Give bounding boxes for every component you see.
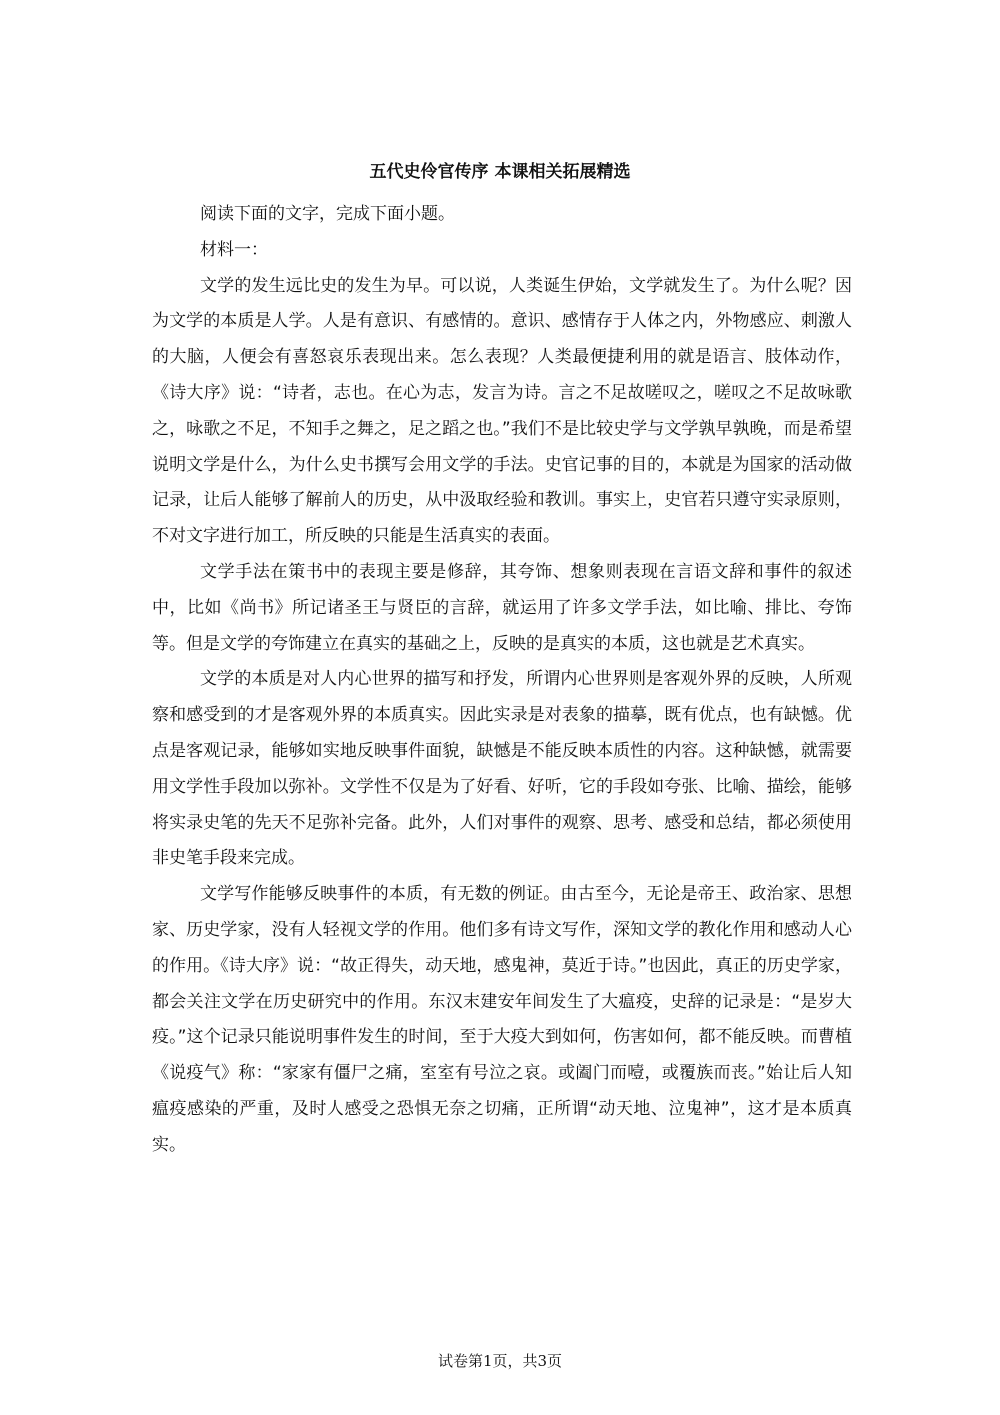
instruction-paragraph: 阅读下面的文字，完成下面小题。 <box>200 204 455 224</box>
body-paragraph: 文学写作能够反映事件的本质，有无数的例证。由古至今，无论是帝王、政治家、思想家、历史学家，没有人轻视文学的作用。他们多有诗文写作，深知文学的教化作用和感动人心的作用。《诗大序》说：“故正得失，动天地，感鬼神，莫近于诗。”也因此，真正的历史学家，都会关注文学在历史研究中的作用。东汉末建安年间发生了大瘟疫，史辞的记录是：“是岁大疫。”这个记录只能说明事件发生的时间，至于大疫大到如何，伤害如何，都不能反映。而曹植《说疫气》称：“家家有僵尸之痛，室室有号泣之哀。或阖门而噎，或覆族而丧。”始让后人知瘟疫感染的严重，及时人感受之恐惧无奈之切痛，正所谓“动天地、泣鬼神”，这才是本质真实。 <box>152 884 852 1155</box>
page-footer: 试卷第1页，共3页 <box>437 1352 563 1370</box>
document-title: 五代史伶官传序 本课相关拓展精选 <box>369 162 631 182</box>
material-label: 材料一： <box>200 239 268 260</box>
document-body <box>152 197 852 1164</box>
body-paragraph: 文学手法在策书中的表现主要是修辞，其夸饰、想象则表现在言语文辞和事件的叙述中，比如《尚书》所记诸圣王与贤臣的言辞，就运用了许多文学手法，如比喻、排比、夸饰等。但是文学的夸饰建立在真实的基础之上，反映的是真实的本质，这也就是艺术真实。 <box>152 561 852 654</box>
body-paragraph: 文学的本质是对人内心世界的描写和抒发，所谓内心世界则是客观外界的反映，人所观察和感受到的才是客观外界的本质真实。因此实录是对表象的描摹，既有优点，也有缺憾。优点是客观记录，能够如实地反映事件面貌，缺憾是不能反映本质性的内容。这种缺憾，就需要用文学性手段加以弥补。文学性不仅是为了好看、好听，它的手段如夸张、比喻、描绘，能够将实录史笔的先天不足弥补完备。此外，人们对事件的观察、思考、感受和总结，都必须使用非史笔手段来完成。 <box>152 669 852 869</box>
body-paragraph: 文学的发生远比史的发生为早。可以说，人类诞生伊始，文学就发生了。为什么呢？因为文学的本质是人学。人是有意识、有感情的。意识、感情存于人体之内，外物感应、刺激人的大脑，人便会有喜怒哀乐表现出来。怎么表现？人类最便捷利用的就是语言、肢体动作，《诗大序》说：“诗者，志也。在心为志，发言为诗。言之不足故嗟叹之，嗟叹之不足故咏歌之，咏歌之不足，不知手之舞之，足之蹈之也。”我们不是比较史学与文学孰早孰晚，而是希望说明文学是什么，为什么史书撰写会用文学的手法。史官记事的目的，本就是为国家的活动做记录，让后人能够了解前人的历史，从中汲取经验和教训。事实上，史官若只遵守实录原则，不对文字进行加工，所反映的只能是生活真实的表面。 <box>152 275 852 547</box>
